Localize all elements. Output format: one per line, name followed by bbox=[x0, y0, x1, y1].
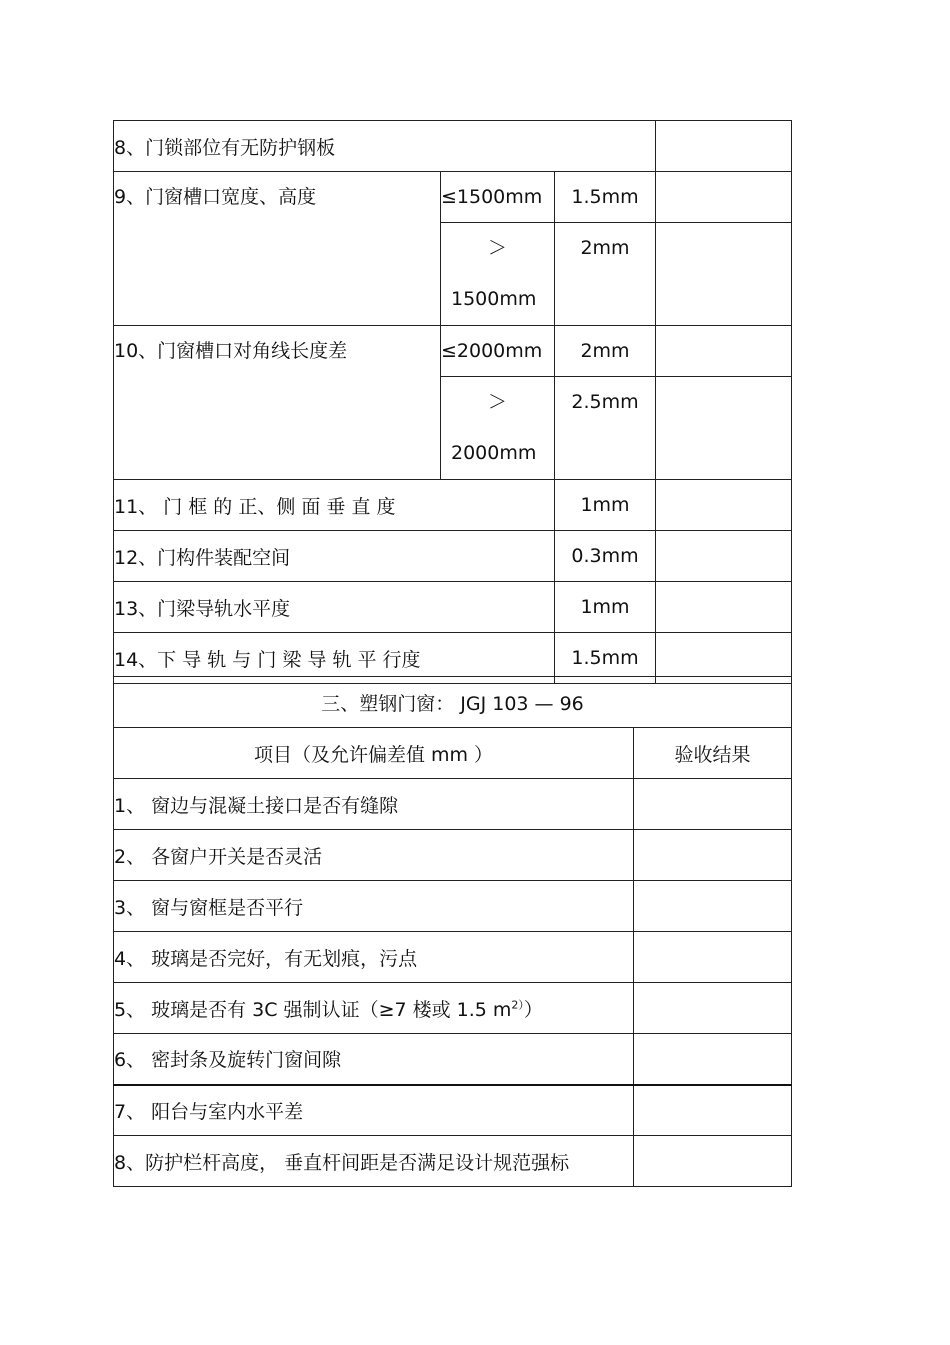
row-label: 12、门构件装配空间 bbox=[114, 531, 555, 582]
item-label: 1、 窗边与混凝土接口是否有缝隙 bbox=[114, 779, 634, 830]
table-row bbox=[114, 830, 792, 881]
row-label: 14、下 导 轨 与 门 梁 导 轨 平 行度 bbox=[114, 633, 555, 684]
item-label: 4、 玻璃是否完好，有无划痕，污点 bbox=[114, 932, 634, 983]
header-row bbox=[114, 728, 792, 779]
condition-cell: ≤2000mm bbox=[441, 326, 555, 377]
result-cell[interactable] bbox=[656, 326, 792, 377]
result-cell[interactable] bbox=[656, 121, 792, 172]
result-cell[interactable] bbox=[634, 983, 792, 1034]
table-row bbox=[114, 582, 792, 633]
tolerance-cell: 0.3mm bbox=[555, 531, 656, 582]
door-tolerance-table bbox=[113, 120, 792, 684]
item-label: 2、 各窗户开关是否灵活 bbox=[114, 830, 634, 881]
result-cell[interactable] bbox=[656, 480, 792, 531]
tolerance-cell: 2mm bbox=[555, 223, 656, 326]
row-label: 13、门梁导轨水平度 bbox=[114, 582, 555, 633]
section-title-row bbox=[114, 677, 792, 728]
result-cell[interactable] bbox=[634, 1034, 792, 1085]
condition-cell: ＞ 1500mm bbox=[441, 223, 555, 326]
result-cell[interactable] bbox=[656, 223, 792, 326]
tolerance-cell: 1.5mm bbox=[555, 172, 656, 223]
result-cell[interactable] bbox=[656, 582, 792, 633]
header-item: 项目（及允许偏差值 mm ） bbox=[114, 728, 634, 779]
condition-cell: ≤1500mm bbox=[441, 172, 555, 223]
table-row bbox=[114, 1034, 792, 1085]
table-row bbox=[114, 983, 792, 1034]
table-row bbox=[114, 932, 792, 983]
table-row bbox=[114, 531, 792, 582]
tolerance-cell: 1mm bbox=[555, 480, 656, 531]
condition-cell: ＞ 2000mm bbox=[441, 377, 555, 480]
tolerance-cell: 2.5mm bbox=[555, 377, 656, 480]
table-row bbox=[114, 326, 792, 377]
item-label: 5、 玻璃是否有 3C 强制认证（≥7 楼或 1.5 $m^{2)}$） bbox=[114, 983, 634, 1034]
tolerance-cell: 1mm bbox=[555, 582, 656, 633]
section-title: 三、塑钢门窗： JGJ 103 — 96 bbox=[114, 677, 792, 728]
result-cell[interactable] bbox=[656, 377, 792, 480]
table-row bbox=[114, 172, 792, 223]
result-cell[interactable] bbox=[634, 881, 792, 932]
row-label: 10、门窗槽口对角线长度差 bbox=[114, 326, 441, 480]
table-row bbox=[114, 121, 792, 172]
table-row bbox=[114, 480, 792, 531]
tolerance-cell: 1.5mm bbox=[555, 633, 656, 684]
result-cell[interactable] bbox=[656, 172, 792, 223]
result-cell[interactable] bbox=[634, 1085, 792, 1136]
result-cell[interactable] bbox=[634, 932, 792, 983]
item-label: 3、 窗与窗框是否平行 bbox=[114, 881, 634, 932]
window-check-table bbox=[113, 676, 792, 1187]
table-row bbox=[114, 779, 792, 830]
result-cell[interactable] bbox=[634, 779, 792, 830]
row-label: 9、门窗槽口宽度、高度 bbox=[114, 172, 441, 326]
item-label: 7、 阳台与室内水平差 bbox=[114, 1085, 634, 1136]
result-cell[interactable] bbox=[634, 830, 792, 881]
item-label: 8、防护栏杆高度， 垂直杆间距是否满足设计规范强标 bbox=[114, 1136, 634, 1187]
result-cell[interactable] bbox=[634, 1136, 792, 1187]
row-label: 8、门锁部位有无防护钢板 bbox=[114, 121, 656, 172]
table-row bbox=[114, 1085, 792, 1136]
row-label: 11、 门 框 的 正、侧 面 垂 直 度 bbox=[114, 480, 555, 531]
tolerance-cell: 2mm bbox=[555, 326, 656, 377]
table-row bbox=[114, 1136, 792, 1187]
item-label: 6、 密封条及旋转门窗间隙 bbox=[114, 1034, 634, 1085]
header-result: 验收结果 bbox=[634, 728, 792, 779]
result-cell[interactable] bbox=[656, 531, 792, 582]
table-row bbox=[114, 881, 792, 932]
